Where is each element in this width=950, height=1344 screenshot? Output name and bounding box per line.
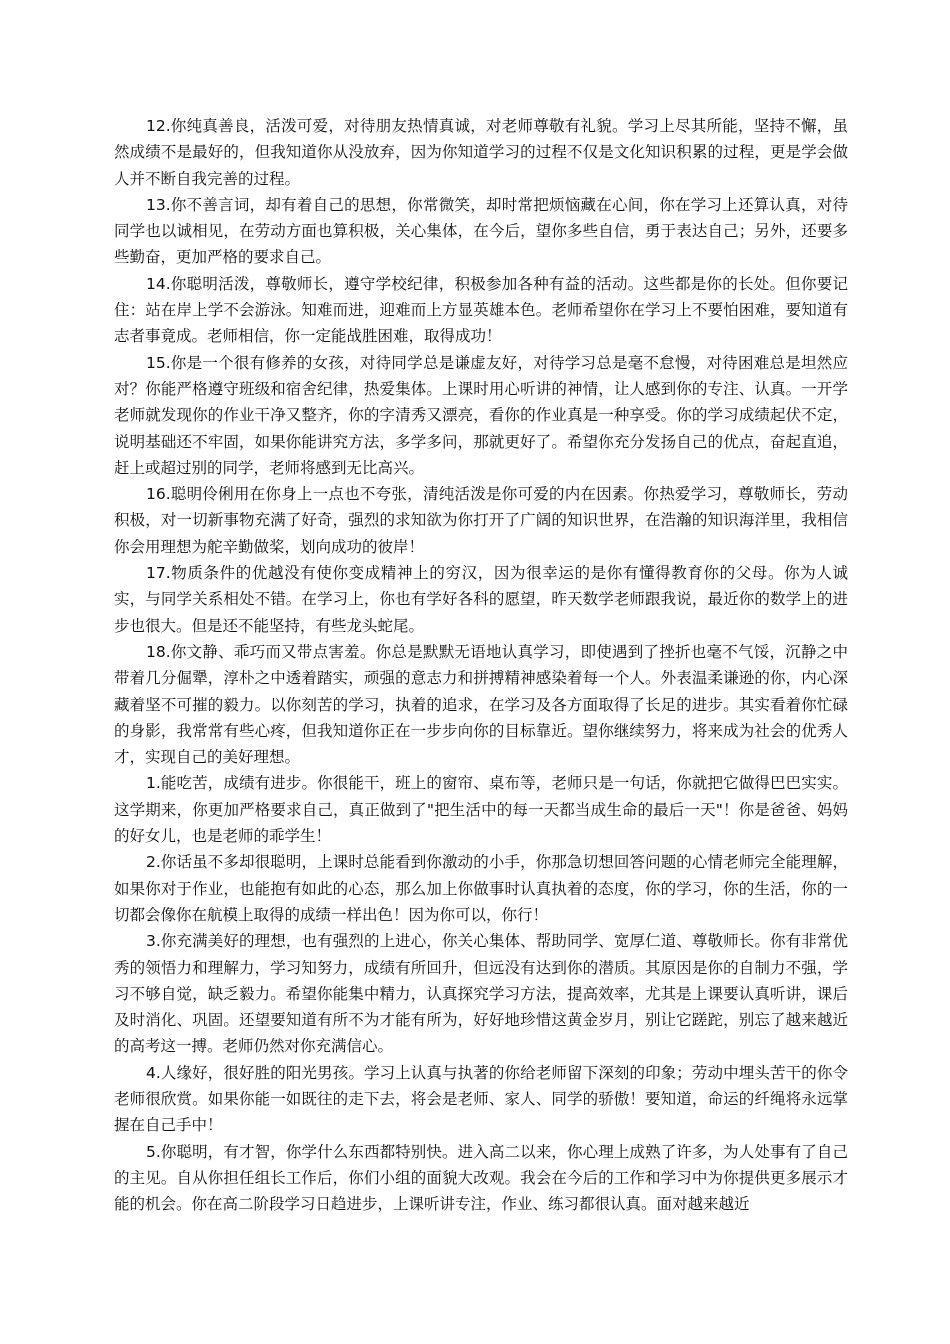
comment-paragraph-3: 3.你充满美好的理想，也有强烈的上进心，你关心集体、帮助同学、宽厚仁道、尊敬师长。你有非常优秀的领悟力和理解力，学习知努力，成绩有所回升，但远没有达到你的潜质。其原因是你的自制力不强，学习不够自觉，缺乏毅力。希望你能集中精力，认真探究学习方法，提高效率，尤其是上课要认真听讲，课后及时消化、巩固。还望要知道有所不为才能有所为，好好地珍惜这黄金岁月，别让它蹉跎，别忘了越来越近的高考这一搏。老师仍然对你充满信心。 bbox=[114, 932, 848, 1056]
comment-paragraph-13: 13.你不善言词，却有着自己的思想，你常微笑，却时常把烦恼藏在心间，你在学习上还算认真，对待同学也以诚相见，在劳动方面也算积极，关心集体，在今后，望你多些自信，勇于表达自己；另外，还要多些勤奋，更加严格的要求自己。 bbox=[114, 195, 848, 267]
document-body bbox=[114, 113, 848, 1217]
comment-paragraph-16: 16.聪明伶俐用在你身上一点也不夸张，清纯活泼是你可爱的内在因素。你热爱学习，尊敬师长，劳动积极，对一切新事物充满了好奇，强烈的求知欲为你打开了广阔的知识世界，在浩瀚的知识海洋里，我相信你会用理想为舵辛勤做桨，划向成功的彼岸！ bbox=[114, 485, 848, 556]
comment-paragraph-15: 15.你是一个很有修养的女孩，对待同学总是谦虚友好，对待学习总是毫不怠慢，对待困难总是坦然应对？你能严格遵守班级和宿舍纪律，热爱集体。上课时用心听讲的神情，让人感到你的专注、认真。一开学老师就发现你的作业干净又整齐，你的字清秀又漂亮，看你的作业真是一种享受。你的学习成绩起伏不定，说明基础还不牢固，如果你能讲究方法，多学多问，那就更好了。希望你充分发扬自己的优点，奋起直追，赶上或超过别的同学，老师将感到无比高兴。 bbox=[114, 353, 848, 477]
comment-paragraph-1: 1.能吃苦，成绩有进步。你很能干，班上的窗帘、桌布等，老师只是一句话，你就把它做得巴巴实实。这学期来，你更加严格要求自己，真正做到了"把生活中的每一天都当成生命的最后一天"！你是爸爸、妈妈的好女儿，也是老师的乖学生！ bbox=[114, 774, 848, 846]
comment-paragraph-2: 2.你话虽不多却很聪明，上课时总能看到你激动的小手，你那急切想回答问题的心情老师完全能理解，如果你对于作业，也能抱有如此的心态，那么加上你做事时认真执着的态度，你的学习，你的生活，你的一切都会像你在航模上取得的成绩一样出色！因为你可以，你行！ bbox=[114, 853, 848, 924]
comment-paragraph-4: 4.人缘好，很好胜的阳光男孩。学习上认真与执著的你给老师留下深刻的印象；劳动中埋头苦干的你令老师很欣赏。如果你能一如既往的走下去，将会是老师、家人、同学的骄傲！要知道，命运的纤绳将永远掌握在自己手中！ bbox=[114, 1063, 848, 1135]
comment-paragraph-12: 12.你纯真善良，活泼可爱，对待朋友热情真诚，对老师尊敬有礼貌。学习上尽其所能，坚持不懈，虽然成绩不是最好的，但我知道你从没放弃，因为你知道学习的过程不仅是文化知识积累的过程，更是学会做人并不断自我完善的过程。 bbox=[114, 117, 848, 188]
comment-paragraph-18: 18.你文静、乖巧而又带点害羞。你总是默默无语地认真学习，即使遇到了挫折也毫不气馁，沉静之中带着几分倔犟，淳朴之中透着踏实，顽强的意志力和拼搏精神感染着每一个人。外表温柔谦逊的你，内心深藏着坚不可摧的毅力。以你刻苦的学习，执着的追求，在学习及各方面取得了长足的进步。其实看着你忙碌的身影，我常常有些心疼，但我知道你正在一步步向你的目标靠近。望你继续努力，将来成为社会的优秀人才，实现自己的美好理想。 bbox=[114, 642, 848, 767]
comment-paragraph-17: 17.物质条件的优越没有使你变成精神上的穷汉，因为很幸运的是你有懂得教育你的父母。你为人诚实，与同学关系相处不错。在学习上，你也有学好各科的愿望，昨天数学老师跟我说，最近你的数学上的进步也很大。但是还不能坚持，有些龙头蛇尾。 bbox=[114, 564, 848, 635]
comment-paragraph-5: 5.你聪明，有才智，你学什么东西都特别快。进入高二以来，你心理上成熟了许多，为人处事有了自己的主见。自从你担任组长工作后，你们小组的面貌大改观。我会在今后的工作和学习中为你提供更多展示才能的机会。你在高二阶段学习日趋进步，上课听讲专注，作业、练习都很认真。面对越来越近 bbox=[114, 1142, 848, 1214]
comment-paragraph-14: 14.你聪明活泼，尊敬师长，遵守学校纪律，积极参加各种有益的活动。这些都是你的长处。但你要记住：站在岸上学不会游泳。知难而进，迎难而上方显英雄本色。老师希望你在学习上不要怕困难，要知道有志者事竟成。老师相信，你一定能战胜困难，取得成功！ bbox=[114, 274, 848, 346]
